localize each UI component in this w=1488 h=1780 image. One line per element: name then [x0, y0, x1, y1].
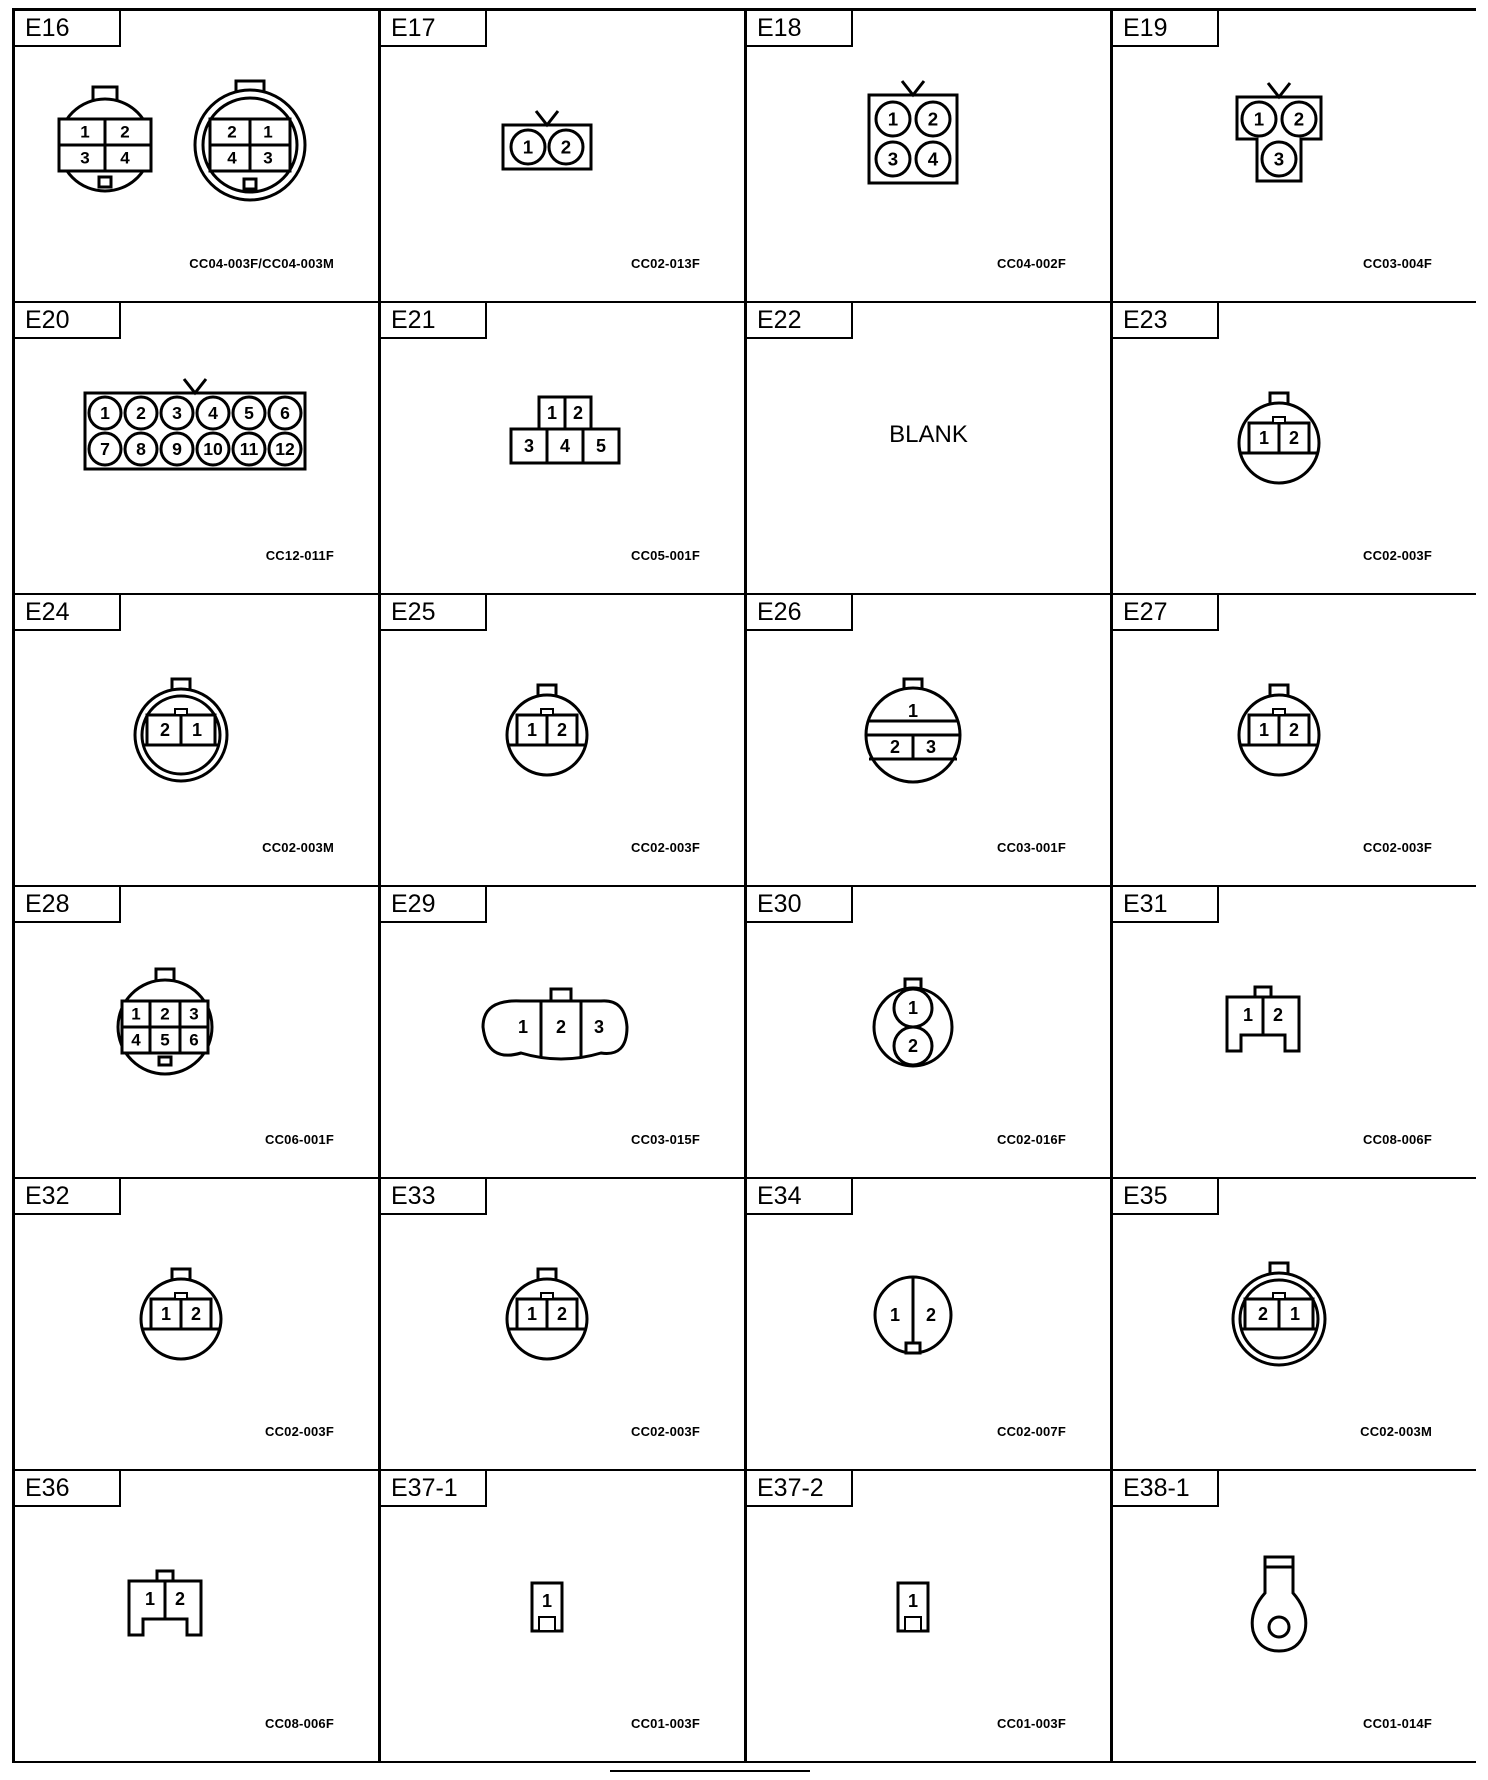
- pin-label: 2: [907, 1036, 919, 1056]
- pin-label: 10: [203, 439, 223, 459]
- part-code: CC02-003F: [265, 1424, 334, 1439]
- pin-label: 2: [572, 403, 584, 423]
- key-mark: [902, 81, 924, 95]
- pin-label: 11: [239, 439, 259, 459]
- latch: [159, 1057, 171, 1065]
- latch: [1273, 417, 1285, 423]
- pin-label: 8: [136, 439, 146, 459]
- part-code: CC03-004F: [1363, 256, 1432, 271]
- part-code: CC01-014F: [1363, 1716, 1432, 1731]
- pin-label: 2: [190, 1304, 202, 1324]
- connector-id: E25: [381, 595, 487, 631]
- connector-cell: [12, 11, 378, 303]
- pin-label: 2: [1257, 1304, 1269, 1324]
- connector-id: E19: [1113, 11, 1219, 47]
- connector-id: E18: [747, 11, 853, 47]
- connector-id: E36: [15, 1471, 121, 1507]
- pin-label: 2: [925, 1305, 937, 1325]
- connector-cell: [744, 303, 1110, 595]
- pin-label: 2: [927, 108, 939, 130]
- connector-grid: [12, 8, 1476, 1760]
- part-code: CC01-003F: [997, 1716, 1066, 1731]
- latch: [539, 1617, 555, 1631]
- connector-cell: [744, 11, 1110, 303]
- connector-cell: [378, 1179, 744, 1471]
- pin-label: 1: [887, 108, 899, 130]
- pin-label: 1: [80, 122, 90, 142]
- pin-label: 1: [907, 998, 919, 1018]
- pin-label: 3: [80, 148, 90, 168]
- pin-label: 1: [889, 1305, 901, 1325]
- pin-label: 1: [1289, 1304, 1301, 1324]
- key-mark: [184, 379, 206, 393]
- pin-label: 3: [925, 737, 937, 757]
- connector-id: E32: [15, 1179, 121, 1215]
- part-code: CC02-003F: [631, 840, 700, 855]
- connector-cell: [744, 1179, 1110, 1471]
- pin-label: 2: [227, 122, 237, 142]
- connector-id: E34: [747, 1179, 853, 1215]
- pin-label: 1: [131, 1004, 141, 1024]
- connector-cell: [378, 595, 744, 887]
- connector-id: E38-1: [1113, 1471, 1219, 1507]
- connector-cell: [378, 1471, 744, 1763]
- pin-label: 1: [541, 1591, 553, 1611]
- part-code: CC08-006F: [265, 1716, 334, 1731]
- latch: [175, 1293, 187, 1299]
- pin-label: 1: [522, 136, 534, 158]
- connector-id: E37-1: [381, 1471, 487, 1507]
- connector-id: E27: [1113, 595, 1219, 631]
- latch: [541, 709, 553, 715]
- footer-rule: [610, 1770, 810, 1772]
- part-code: CC02-003F: [1363, 840, 1432, 855]
- pin-label: 2: [159, 720, 171, 740]
- part-code: CC02-016F: [997, 1132, 1066, 1147]
- connector-id: E30: [747, 887, 853, 923]
- pin-label: 5: [595, 436, 607, 456]
- pin-label: 1: [144, 1589, 156, 1609]
- part-code: CC03-001F: [997, 840, 1066, 855]
- pin-label: 2: [1288, 428, 1300, 448]
- connector-cell: [1110, 1471, 1476, 1763]
- connector-id: E22: [747, 303, 853, 339]
- pin-label: 1: [1258, 720, 1270, 740]
- connector-cell: [378, 303, 744, 595]
- pin-label: 6: [189, 1030, 199, 1050]
- part-code: CC04-002F: [997, 256, 1066, 271]
- connector-cell: [1110, 11, 1476, 303]
- connector-id: E20: [15, 303, 121, 339]
- pin-label: 2: [174, 1589, 186, 1609]
- key-mark: [1268, 83, 1290, 97]
- part-code: CC02-003M: [1360, 1424, 1432, 1439]
- pin-label: 1: [263, 122, 273, 142]
- part-code: CC02-003M: [262, 840, 334, 855]
- connector-cell: [12, 303, 378, 595]
- connector-cell: [1110, 303, 1476, 595]
- latch: [244, 179, 256, 189]
- key-mark: [536, 111, 558, 125]
- latch: [541, 1293, 553, 1299]
- pin-label: 5: [244, 403, 254, 423]
- connector-id: E23: [1113, 303, 1219, 339]
- part-code: CC12-011F: [265, 548, 334, 563]
- connector-cell: [744, 595, 1110, 887]
- connector-cell: [744, 887, 1110, 1179]
- pin-label: 9: [172, 439, 182, 459]
- connector-id: E28: [15, 887, 121, 923]
- pin-label: 4: [131, 1030, 141, 1050]
- pin-label: 4: [120, 148, 130, 168]
- part-code: CC06-001F: [265, 1132, 334, 1147]
- pin-label: 1: [100, 403, 110, 423]
- connector-cell: [378, 11, 744, 303]
- pin-label: 2: [560, 136, 572, 158]
- connector-cell: [12, 595, 378, 887]
- latch: [99, 177, 111, 187]
- connector-cell: [1110, 887, 1476, 1179]
- latch: [906, 1343, 920, 1353]
- connector-id: E16: [15, 11, 121, 47]
- pin-label: 1: [907, 1591, 919, 1611]
- pin-label: 4: [208, 403, 218, 423]
- pin-label: 3: [172, 403, 182, 423]
- pin-label: 2: [160, 1004, 170, 1024]
- pin-label: 1: [907, 701, 919, 721]
- part-code: CC02-013F: [631, 256, 700, 271]
- latch: [905, 1617, 921, 1631]
- connector-id: E33: [381, 1179, 487, 1215]
- latch: [551, 989, 571, 1001]
- connector-id: E17: [381, 11, 487, 47]
- connector-cell: [1110, 595, 1476, 887]
- pin-label: 3: [523, 436, 535, 456]
- connector-id: E31: [1113, 887, 1219, 923]
- pin-label: 2: [1272, 1005, 1284, 1025]
- pin-label: 1: [526, 720, 538, 740]
- pin-label: 3: [887, 148, 899, 170]
- connector-id: E37-2: [747, 1471, 853, 1507]
- connector-id: E29: [381, 887, 487, 923]
- pin-label: 12: [275, 439, 295, 459]
- connector-cell: [12, 1179, 378, 1471]
- pin-label: 4: [559, 436, 571, 456]
- pin-label: 2: [1288, 720, 1300, 740]
- part-code: CC02-003F: [631, 1424, 700, 1439]
- pin-label: 3: [593, 1017, 605, 1037]
- part-code: CC01-003F: [631, 1716, 700, 1731]
- pin-label: 3: [1273, 148, 1285, 170]
- part-code: CC04-003F/CC04-003M: [189, 256, 334, 271]
- connector-cell: [744, 1471, 1110, 1763]
- pin-label: 4: [927, 148, 939, 170]
- pin-label: 1: [1258, 428, 1270, 448]
- pin-label: 3: [263, 148, 273, 168]
- pin-label: 1: [191, 720, 203, 740]
- connector-id: E26: [747, 595, 853, 631]
- latch: [1273, 709, 1285, 715]
- connector-id: E35: [1113, 1179, 1219, 1215]
- pin-label: 4: [227, 148, 237, 168]
- pin-label: 2: [556, 1304, 568, 1324]
- connector-cell: [12, 887, 378, 1179]
- blank-label: BLANK: [889, 421, 968, 448]
- part-code: CC03-015F: [631, 1132, 700, 1147]
- part-code: CC08-006F: [1363, 1132, 1432, 1147]
- part-code: CC05-001F: [631, 548, 700, 563]
- part-code: CC02-007F: [997, 1424, 1066, 1439]
- pin-label: 7: [100, 439, 110, 459]
- pin-label: 6: [280, 403, 290, 423]
- latch: [1273, 1293, 1285, 1299]
- pin-label: 1: [1242, 1005, 1254, 1025]
- pin-label: 2: [889, 737, 901, 757]
- pin-label: 1: [517, 1017, 529, 1037]
- pin-label: 2: [136, 403, 146, 423]
- connector-id: E21: [381, 303, 487, 339]
- pin-label: 1: [160, 1304, 172, 1324]
- pin-label: 2: [555, 1017, 567, 1037]
- connector-cell: [378, 887, 744, 1179]
- pin-label: 3: [189, 1004, 199, 1024]
- latch: [175, 709, 187, 715]
- connector-cell: [1110, 1179, 1476, 1471]
- pin-label: 1: [526, 1304, 538, 1324]
- pin-label: 2: [120, 122, 130, 142]
- pin-label: 1: [1253, 108, 1265, 130]
- pin-label: 2: [556, 720, 568, 740]
- pin-label: 1: [546, 403, 558, 423]
- part-code: CC02-003F: [1363, 548, 1432, 563]
- pin-label: 2: [1293, 108, 1305, 130]
- pin-label: 5: [160, 1030, 170, 1050]
- connector-cell: [12, 1471, 378, 1763]
- connector-id: E24: [15, 595, 121, 631]
